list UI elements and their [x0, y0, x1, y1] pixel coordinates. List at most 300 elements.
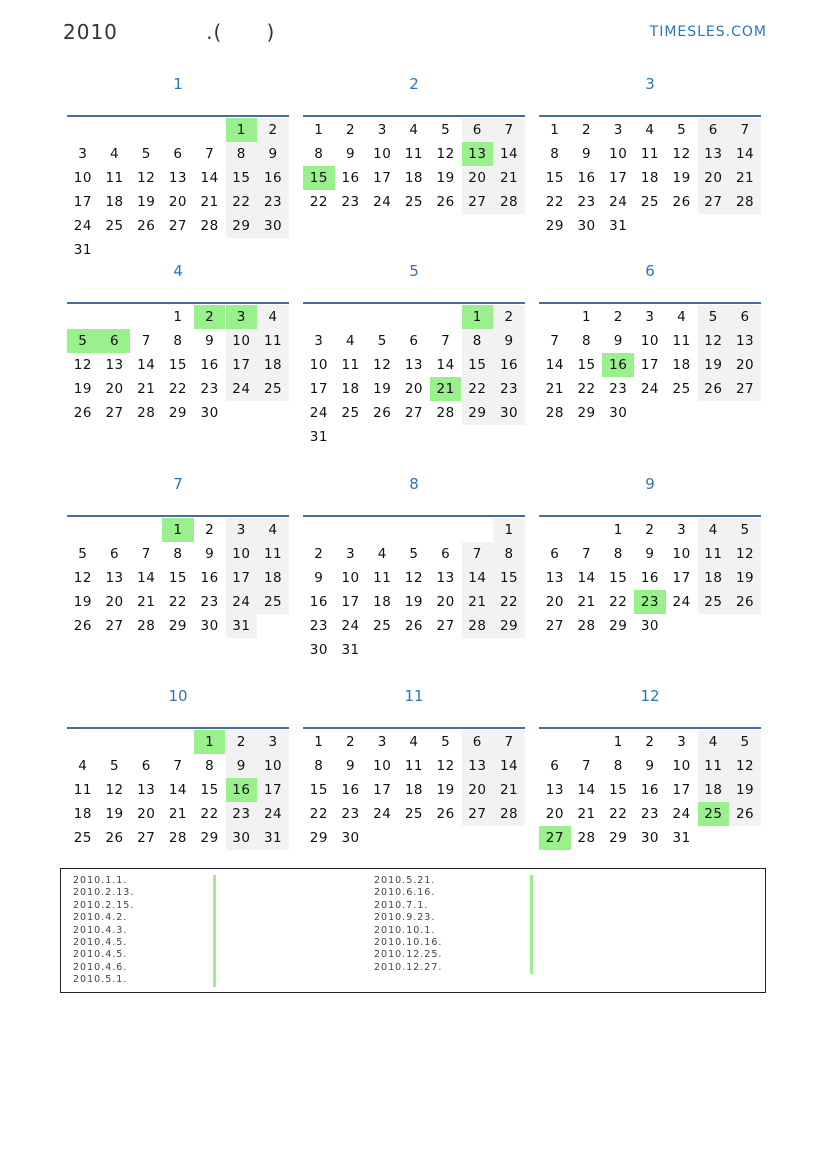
- day-cell: 24: [309, 405, 328, 421]
- day-cell: 21: [577, 594, 596, 610]
- day-cell: 19: [404, 594, 424, 610]
- day-cell: 23: [577, 194, 596, 210]
- month-title: 11: [404, 687, 424, 705]
- day-cell: 30: [609, 405, 628, 421]
- day-cell: 10: [609, 146, 628, 162]
- day-cell: 9: [257, 142, 289, 166]
- day-cell: 2: [613, 309, 623, 325]
- day-cell: 21: [137, 594, 156, 610]
- day-cell: 24: [672, 594, 691, 610]
- day-cell: 16: [493, 353, 525, 377]
- note-item: 2010.10.16.: [374, 936, 443, 948]
- day-cell: 5: [441, 122, 451, 138]
- day-cell: 29: [309, 830, 328, 846]
- notes-column-left: [73, 875, 134, 987]
- holiday-cell: 16: [226, 778, 258, 802]
- day-cell: 18: [105, 194, 124, 210]
- day-cell: 4: [78, 758, 88, 774]
- day-cell: 18: [341, 381, 360, 397]
- day-cell: 24: [373, 806, 392, 822]
- day-cell: 12: [436, 146, 455, 162]
- day-cell: 28: [436, 405, 455, 421]
- day-cell: 10: [373, 758, 392, 774]
- day-cell: 30: [341, 830, 360, 846]
- day-cell: 12: [404, 570, 424, 586]
- day-cell: 4: [345, 333, 356, 349]
- day-cell: 3: [226, 518, 258, 542]
- day-cell: 19: [672, 170, 691, 186]
- day-cell: 5: [78, 546, 88, 562]
- month-divider: [67, 115, 289, 117]
- day-cell: 29: [493, 614, 525, 638]
- day-cell: 17: [226, 566, 258, 590]
- day-cell: 9: [493, 329, 525, 353]
- day-cell: 27: [137, 830, 156, 846]
- day-cell: 12: [698, 329, 730, 353]
- holiday-cell: 23: [634, 590, 666, 614]
- notes-column-right: [374, 875, 442, 974]
- note-item: 2010.5.1.: [73, 974, 128, 986]
- day-cell: 27: [436, 618, 455, 634]
- day-cell: 29: [462, 401, 494, 425]
- note-item: 2010.4.6.: [73, 961, 128, 973]
- day-cell: 20: [698, 166, 730, 190]
- day-cell: 22: [226, 190, 258, 214]
- day-cell: 6: [441, 546, 451, 562]
- day-cell: 24: [373, 194, 392, 210]
- day-cell: 27: [462, 190, 494, 214]
- day-cell: 6: [462, 118, 494, 142]
- day-cell: 24: [640, 381, 660, 397]
- day-cell: 14: [200, 170, 219, 186]
- day-cell: 13: [105, 570, 124, 586]
- day-cell: 23: [609, 381, 628, 397]
- month-divider: [539, 515, 761, 517]
- day-cell: 27: [545, 618, 564, 634]
- day-cell: 21: [493, 166, 525, 190]
- day-cell: 28: [137, 618, 156, 634]
- day-cell: 21: [168, 806, 188, 822]
- day-cell: 4: [698, 730, 730, 754]
- day-cell: 8: [550, 146, 560, 162]
- day-cell: 13: [729, 329, 761, 353]
- day-cell: 26: [137, 218, 156, 234]
- holiday-cell: 21: [430, 377, 462, 401]
- day-cell: 10: [73, 170, 92, 186]
- note-item: 2010.4.3.: [73, 924, 128, 936]
- day-cell: 28: [200, 218, 219, 234]
- day-cell: 27: [729, 377, 761, 401]
- page-title: 2010 .( ): [63, 20, 276, 44]
- day-cell: 6: [409, 333, 419, 349]
- day-cell: 2: [345, 734, 356, 750]
- day-cell: 8: [314, 146, 324, 162]
- day-cell: 15: [609, 782, 628, 798]
- note-item: 2010.2.15.: [73, 899, 135, 911]
- day-cell: 9: [314, 570, 324, 586]
- day-cell: 13: [698, 142, 730, 166]
- day-cell: 23: [200, 381, 219, 397]
- day-cell: 14: [168, 782, 188, 798]
- day-cell: 24: [226, 377, 258, 401]
- day-cell: 12: [436, 758, 455, 774]
- holiday-cell: 16: [602, 353, 634, 377]
- month-1: [67, 73, 289, 258]
- day-cell: 7: [141, 333, 151, 349]
- day-cell: 14: [577, 570, 596, 586]
- day-cell: 30: [640, 830, 660, 846]
- day-cell: 13: [137, 782, 156, 798]
- day-cell: 11: [105, 170, 124, 186]
- day-cell: 14: [462, 566, 494, 590]
- day-cell: 28: [493, 190, 525, 214]
- day-cell: 10: [672, 758, 691, 774]
- day-cell: 5: [729, 518, 761, 542]
- day-cell: 2: [257, 118, 289, 142]
- day-cell: 15: [168, 357, 188, 373]
- day-cell: 28: [577, 618, 596, 634]
- day-cell: 17: [257, 778, 289, 802]
- day-cell: 10: [341, 570, 360, 586]
- day-cell: 19: [137, 194, 156, 210]
- month-2: [303, 73, 525, 210]
- day-cell: 22: [309, 806, 328, 822]
- day-cell: 22: [200, 806, 219, 822]
- day-cell: 12: [73, 357, 92, 373]
- day-cell: 26: [729, 590, 761, 614]
- day-cell: 16: [640, 782, 660, 798]
- day-cell: 6: [550, 546, 560, 562]
- month-3: [539, 73, 761, 234]
- month-11: [303, 685, 525, 846]
- day-cell: 23: [493, 377, 525, 401]
- day-cell: 10: [672, 546, 691, 562]
- day-cell: 7: [462, 542, 494, 566]
- day-cell: 8: [205, 758, 215, 774]
- holiday-notes: [60, 868, 766, 993]
- day-cell: 24: [226, 590, 258, 614]
- day-cell: 25: [341, 405, 360, 421]
- day-cell: 27: [105, 618, 124, 634]
- brand-link[interactable]: TIMESLES.COM: [649, 24, 767, 40]
- day-cell: 11: [257, 542, 289, 566]
- day-cell: 21: [137, 381, 156, 397]
- day-cell: 14: [436, 357, 455, 373]
- day-cell: 23: [341, 806, 360, 822]
- day-cell: 15: [545, 170, 564, 186]
- day-cell: 12: [137, 170, 156, 186]
- day-cell: 26: [404, 618, 424, 634]
- day-cell: 17: [373, 782, 392, 798]
- day-cell: 20: [545, 594, 564, 610]
- day-cell: 6: [698, 118, 730, 142]
- day-cell: 22: [309, 194, 328, 210]
- day-cell: 9: [645, 758, 655, 774]
- month-divider: [67, 515, 289, 517]
- day-cell: 10: [226, 542, 258, 566]
- day-cell: 4: [409, 734, 419, 750]
- day-cell: 18: [257, 566, 289, 590]
- day-cell: 10: [373, 146, 392, 162]
- day-cell: 11: [373, 570, 392, 586]
- day-cell: 13: [462, 754, 494, 778]
- month-10: [67, 685, 289, 846]
- day-cell: 22: [168, 381, 188, 397]
- day-cell: 25: [672, 381, 691, 397]
- day-cell: 19: [729, 778, 761, 802]
- day-cell: 18: [373, 594, 392, 610]
- day-cell: 22: [577, 381, 596, 397]
- day-cell: 15: [226, 166, 258, 190]
- day-cell: 7: [581, 546, 592, 562]
- note-item: 2010.4.2.: [73, 912, 128, 924]
- day-cell: 28: [729, 190, 761, 214]
- holiday-cell: 3: [226, 305, 258, 329]
- day-cell: 5: [677, 122, 687, 138]
- day-cell: 3: [377, 734, 387, 750]
- day-cell: 27: [404, 405, 424, 421]
- day-cell: 4: [409, 122, 419, 138]
- day-cell: 9: [205, 333, 215, 349]
- day-cell: 31: [73, 242, 92, 258]
- day-cell: 9: [345, 758, 356, 774]
- day-cell: 6: [141, 758, 151, 774]
- month-4: [67, 260, 289, 421]
- day-cell: 12: [105, 782, 124, 798]
- day-cell: 27: [105, 405, 124, 421]
- note-item: 2010.7.1.: [374, 899, 429, 911]
- notes-marker-left: [213, 875, 216, 987]
- holiday-cell: 1: [462, 305, 494, 329]
- day-cell: 1: [550, 122, 560, 138]
- day-cell: 15: [309, 782, 328, 798]
- day-cell: 18: [404, 782, 424, 798]
- day-cell: 24: [672, 806, 691, 822]
- day-cell: 21: [200, 194, 219, 210]
- day-cell: 18: [640, 170, 660, 186]
- day-cell: 20: [168, 194, 188, 210]
- day-cell: 29: [609, 830, 628, 846]
- day-cell: 6: [462, 730, 494, 754]
- day-cell: 25: [640, 194, 660, 210]
- day-cell: 26: [729, 802, 761, 826]
- day-cell: 14: [493, 754, 525, 778]
- day-cell: 2: [581, 122, 592, 138]
- day-cell: 25: [404, 806, 424, 822]
- day-cell: 13: [545, 782, 564, 798]
- day-cell: 29: [609, 618, 628, 634]
- day-cell: 8: [314, 758, 324, 774]
- day-cell: 3: [345, 546, 356, 562]
- day-cell: 24: [73, 218, 92, 234]
- day-cell: 30: [200, 618, 219, 634]
- day-cell: 16: [640, 570, 660, 586]
- day-cell: 16: [200, 357, 219, 373]
- day-cell: 28: [137, 405, 156, 421]
- day-cell: 27: [698, 190, 730, 214]
- day-cell: 6: [109, 546, 120, 562]
- day-cell: 17: [341, 594, 360, 610]
- day-cell: 17: [672, 782, 691, 798]
- day-cell: 8: [581, 333, 592, 349]
- day-cell: 15: [462, 353, 494, 377]
- day-cell: 2: [205, 522, 215, 538]
- day-cell: 21: [729, 166, 761, 190]
- day-cell: 23: [309, 618, 328, 634]
- day-cell: 24: [609, 194, 628, 210]
- day-cell: 9: [613, 333, 623, 349]
- day-cell: 26: [672, 194, 691, 210]
- day-cell: 5: [409, 546, 419, 562]
- day-cell: 23: [640, 806, 660, 822]
- holiday-cell: 1: [162, 518, 194, 542]
- day-cell: 14: [545, 357, 564, 373]
- day-cell: 17: [373, 170, 392, 186]
- day-cell: 9: [226, 754, 258, 778]
- day-cell: 5: [698, 305, 730, 329]
- day-cell: 11: [672, 333, 691, 349]
- holiday-cell: 25: [698, 802, 730, 826]
- month-6: [539, 260, 761, 421]
- month-divider: [303, 727, 525, 729]
- day-cell: 16: [577, 170, 596, 186]
- month-title: 8: [409, 475, 419, 493]
- day-cell: 24: [341, 618, 360, 634]
- note-item: 2010.4.5.: [73, 949, 128, 961]
- month-divider: [303, 115, 525, 117]
- day-cell: 27: [462, 802, 494, 826]
- day-cell: 10: [309, 357, 328, 373]
- day-cell: 29: [545, 218, 564, 234]
- day-cell: 31: [672, 830, 691, 846]
- day-cell: 18: [672, 357, 691, 373]
- month-title: 7: [173, 475, 183, 493]
- note-item: 2010.4.5.: [73, 936, 128, 948]
- day-cell: 24: [257, 802, 289, 826]
- day-cell: 13: [404, 357, 424, 373]
- day-cell: 25: [404, 194, 424, 210]
- day-cell: 18: [257, 353, 289, 377]
- note-item: 2010.12.25.: [374, 949, 443, 961]
- day-cell: 4: [109, 146, 120, 162]
- day-cell: 19: [729, 566, 761, 590]
- day-cell: 14: [137, 570, 156, 586]
- day-cell: 23: [200, 594, 219, 610]
- day-cell: 2: [226, 730, 258, 754]
- note-item: 2010.12.27.: [374, 961, 443, 973]
- day-cell: 22: [545, 194, 564, 210]
- day-cell: 9: [205, 546, 215, 562]
- day-cell: 8: [226, 142, 258, 166]
- day-cell: 30: [493, 401, 525, 425]
- day-cell: 17: [309, 381, 328, 397]
- month-7: [67, 473, 289, 634]
- day-cell: 26: [436, 194, 455, 210]
- day-cell: 23: [226, 802, 258, 826]
- day-cell: 31: [226, 614, 258, 638]
- day-cell: 1: [314, 734, 324, 750]
- holiday-cell: 1: [226, 118, 258, 142]
- day-cell: 3: [645, 309, 655, 325]
- day-cell: 14: [493, 142, 525, 166]
- day-cell: 9: [345, 146, 356, 162]
- day-cell: 1: [613, 734, 623, 750]
- day-cell: 29: [200, 830, 219, 846]
- day-cell: 11: [698, 542, 730, 566]
- day-cell: 28: [168, 830, 188, 846]
- day-cell: 15: [200, 782, 219, 798]
- day-cell: 30: [200, 405, 219, 421]
- day-cell: 14: [137, 357, 156, 373]
- day-cell: 28: [493, 802, 525, 826]
- day-cell: 5: [141, 146, 151, 162]
- day-cell: 21: [462, 590, 494, 614]
- day-cell: 29: [577, 405, 596, 421]
- day-cell: 30: [226, 826, 258, 850]
- day-cell: 1: [613, 522, 623, 538]
- day-cell: 20: [137, 806, 156, 822]
- day-cell: 22: [168, 594, 188, 610]
- month-8: [303, 473, 525, 658]
- day-cell: 26: [698, 377, 730, 401]
- day-cell: 2: [645, 734, 655, 750]
- month-title: 10: [168, 687, 188, 705]
- day-cell: 4: [377, 546, 387, 562]
- day-cell: 7: [141, 546, 151, 562]
- day-cell: 11: [404, 758, 424, 774]
- day-cell: 8: [173, 333, 183, 349]
- day-cell: 7: [441, 333, 451, 349]
- day-cell: 27: [168, 218, 188, 234]
- day-cell: 7: [729, 118, 761, 142]
- day-cell: 21: [493, 778, 525, 802]
- day-cell: 3: [78, 146, 88, 162]
- day-cell: 19: [73, 381, 92, 397]
- month-divider: [67, 302, 289, 304]
- day-cell: 29: [226, 214, 258, 238]
- day-cell: 23: [341, 194, 360, 210]
- day-cell: 10: [640, 333, 660, 349]
- holiday-cell: 27: [539, 826, 571, 850]
- day-cell: 13: [545, 570, 564, 586]
- month-title: 6: [645, 262, 655, 280]
- day-cell: 20: [436, 594, 455, 610]
- day-cell: 30: [640, 618, 660, 634]
- note-item: 2010.9.23.: [374, 912, 436, 924]
- day-cell: 3: [613, 122, 623, 138]
- day-cell: 1: [581, 309, 592, 325]
- day-cell: 30: [257, 214, 289, 238]
- day-cell: 6: [550, 758, 560, 774]
- day-cell: 4: [677, 309, 687, 325]
- day-cell: 28: [462, 614, 494, 638]
- day-cell: 1: [493, 518, 525, 542]
- day-cell: 14: [577, 782, 596, 798]
- day-cell: 19: [436, 782, 455, 798]
- month-title: 2: [409, 75, 419, 93]
- day-cell: 26: [105, 830, 124, 846]
- day-cell: 16: [257, 166, 289, 190]
- day-cell: 18: [698, 566, 730, 590]
- holiday-cell: 5: [67, 329, 99, 353]
- day-cell: 8: [613, 546, 623, 562]
- day-cell: 20: [105, 381, 124, 397]
- day-cell: 7: [173, 758, 183, 774]
- day-cell: 17: [226, 353, 258, 377]
- day-cell: 19: [105, 806, 124, 822]
- month-5: [303, 260, 525, 445]
- day-cell: 1: [314, 122, 324, 138]
